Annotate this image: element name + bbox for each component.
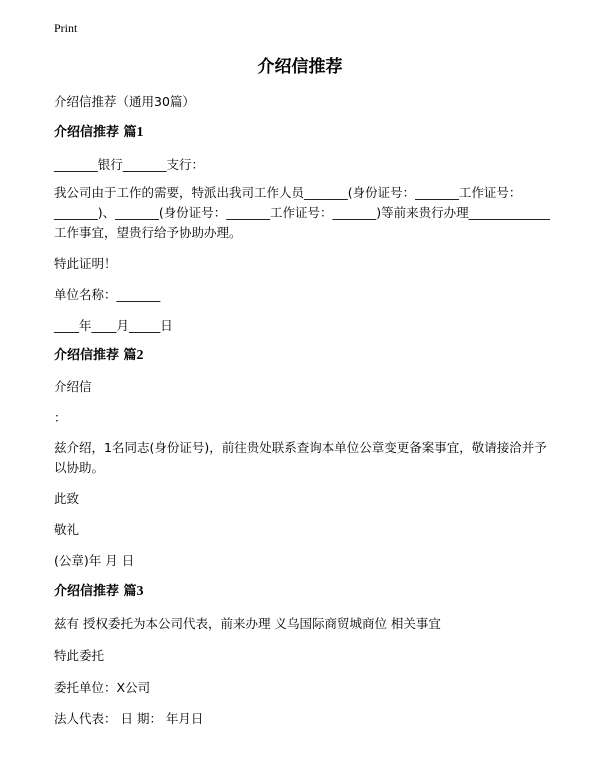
section-2-recipient: ： [54, 410, 67, 425]
section-2-salutation: 敬礼 [54, 522, 80, 537]
section-1-heading [54, 123, 554, 143]
section-3-heading [54, 582, 554, 602]
section-2-body-paragraph: 兹介绍，1名同志(身份证号)，前往贵处联系查询本单位公章变更备案事宜，敬请接洽并予以协助。 [54, 440, 547, 475]
section-1-body-paragraph: 我公司由于工作的需要，特派出我司工作人员_______(身份证号：_______工作证号：_______)、_______(身份证号：_______工作证号：_______)等前来贵行办理_____________工作事宜，望贵行给予协助办理。 [54, 185, 550, 240]
section-1-certification: 特此证明！ [54, 256, 117, 271]
section-2-heading-text: 介绍信推荐 篇 [54, 348, 137, 363]
section-3-entrusting-unit: 委托单位：X公司 [54, 680, 151, 695]
document-subtitle: 介绍信推荐（通用30篇） [54, 94, 195, 109]
section-3-heading-text: 介绍信推荐 篇 [54, 584, 137, 599]
section-2-seal-date: (公章)年 月 日 [54, 553, 135, 568]
section-1-date: ____年____月_____日 [54, 318, 173, 333]
section-3-number: 3 [136, 584, 144, 599]
section-1-heading-text: 介绍信推荐 篇 [54, 125, 137, 140]
section-3-body: 兹有 授权委托为本公司代表，前来办理 义乌国际商贸城商位 相关事宜 [54, 616, 441, 631]
section-3-authorization: 特此委托 [54, 648, 105, 663]
section-3-legal-rep-date: 法人代表： 日 期： 年月日 [54, 711, 204, 726]
document-title: 介绍信推荐 [257, 57, 343, 77]
section-1-unit-name: 单位名称：_______ [54, 287, 161, 302]
section-1-bank-line: _______银行_______支行： [54, 157, 205, 172]
section-2-heading [54, 346, 554, 366]
print-link[interactable]: Print [54, 21, 78, 35]
section-2-closing: 此致 [54, 491, 80, 506]
section-2-number: 2 [136, 348, 144, 363]
section-2-letter-title: 介绍信 [54, 379, 92, 394]
section-1-number: 1 [136, 125, 144, 140]
